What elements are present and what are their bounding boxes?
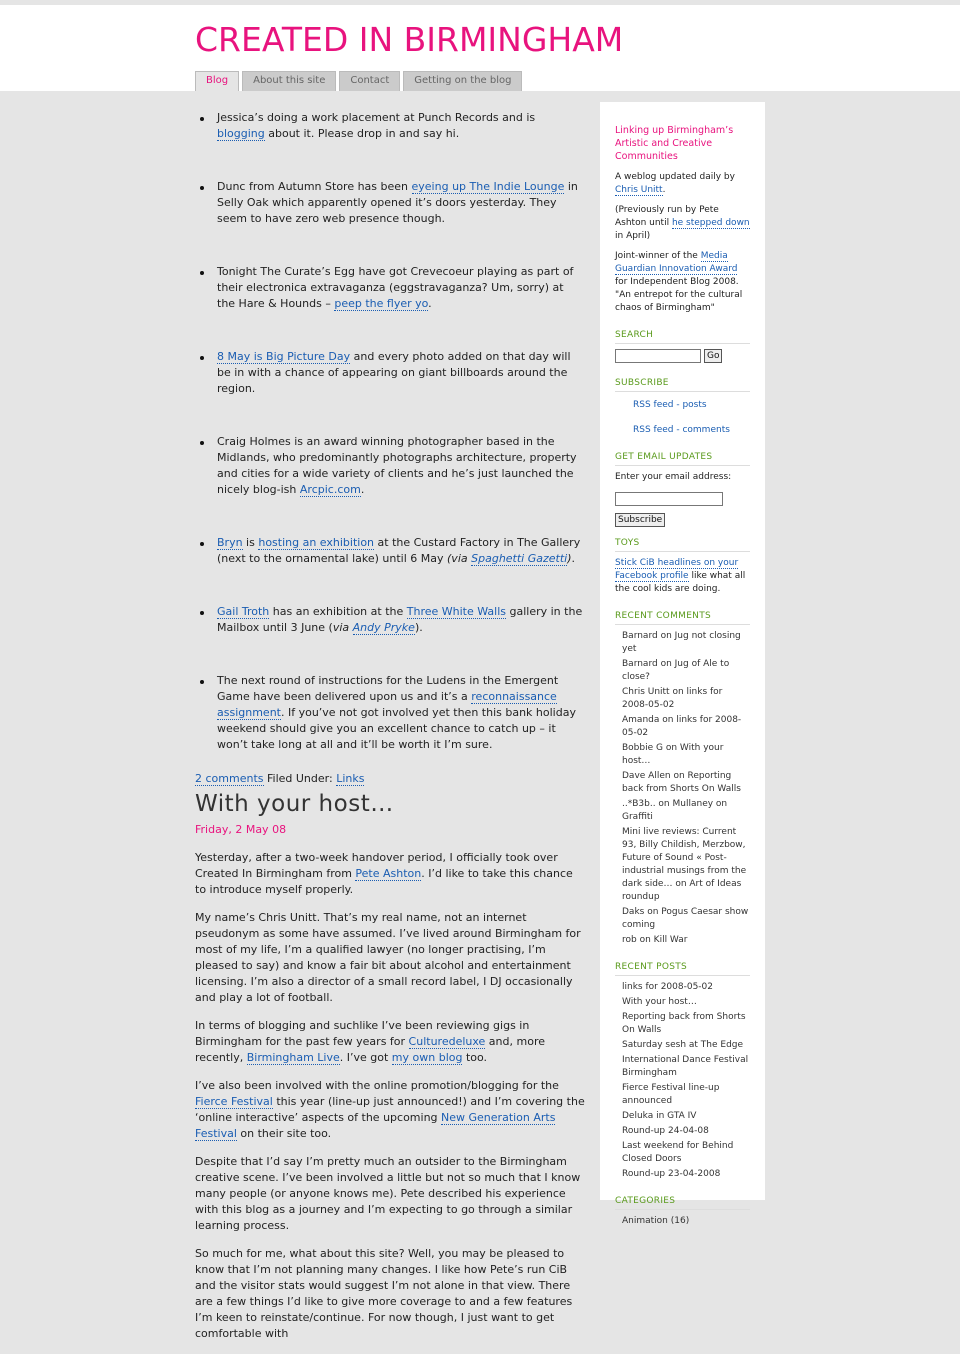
inline-link[interactable]: Three White Walls <box>406 605 506 618</box>
inline-link[interactable]: Gail Troth <box>217 605 270 618</box>
inline-text: . <box>662 185 666 195</box>
inline-link[interactable]: peep the flyer yo <box>334 297 429 310</box>
inline-text: A weblog updated daily by <box>615 172 735 182</box>
recent-post-link[interactable]: Last weekend for Behind Closed Doors <box>622 1141 734 1164</box>
link-item <box>195 250 585 312</box>
inline-text: on their site too. <box>236 1127 332 1140</box>
comment-on-word: on <box>655 799 673 809</box>
comment-post-link[interactable]: links for 2008-05-02 <box>622 687 723 710</box>
site-title[interactable]: CREATED IN BIRMINGHAM <box>195 20 624 59</box>
category-link[interactable]: Animation <box>622 1216 668 1226</box>
inline-link[interactable]: Pete Ashton <box>355 867 422 880</box>
recent-post-item <box>615 1140 750 1166</box>
inline-link[interactable]: Stick CiB headlines on your Facebook profile <box>615 558 739 581</box>
inline-link[interactable]: 8 May is Big Picture Day <box>217 350 351 363</box>
email-subscribe-button[interactable]: Subscribe <box>615 513 665 527</box>
inline-link[interactable]: New Generation Arts Festival <box>195 1111 556 1140</box>
recent-post-link[interactable]: International Dance Festival Birmingham <box>622 1055 749 1078</box>
inline-text: and, more recently, <box>195 1035 545 1064</box>
category-item <box>615 1215 750 1228</box>
inline-link[interactable]: Birmingham Live <box>246 1051 340 1064</box>
inline-link[interactable]: Bryn <box>217 536 243 549</box>
categories-list <box>615 1215 750 1228</box>
inline-text: in Selly Oak which apparently opened it’s doors yesterday. They seem to have zero web presence though. <box>217 180 578 225</box>
recent-post-link[interactable]: Round-up 23-04-2008 <box>622 1169 721 1179</box>
inline-text: Jessica’s doing a work placement at Punch Records and is <box>217 111 536 124</box>
recent-post-item <box>615 1125 750 1138</box>
tab-about[interactable]: About this site <box>242 71 336 91</box>
recent-comment-item <box>615 686 750 712</box>
rss-links <box>615 399 750 437</box>
recent-comment-item <box>615 826 750 904</box>
inline-text: ) <box>567 552 572 565</box>
categories-heading: CATEGORIES <box>615 1195 750 1210</box>
links-list <box>195 96 585 753</box>
recent-post-link[interactable]: Saturday sesh at The Edge <box>622 1040 744 1050</box>
inline-text: In terms of blogging and suchlike I’ve been reviewing gigs in Birmingham for the past few years for <box>195 1019 530 1048</box>
post-paragraph <box>195 1018 585 1066</box>
comment-on-word: on <box>659 715 677 725</box>
comment-post-link[interactable]: Jug of Ale to close? <box>622 659 730 682</box>
recent-post-item <box>615 1011 750 1037</box>
rss-posts-link[interactable]: RSS feed - posts <box>633 400 707 410</box>
link-item <box>195 521 585 567</box>
post-paragraph <box>195 1246 585 1342</box>
inline-link[interactable]: eyeing up The Indie Lounge <box>411 180 565 193</box>
toys-block <box>615 557 750 596</box>
post-body <box>195 850 585 1342</box>
inline-text: has an exhibition at the <box>269 605 407 618</box>
about-paragraph <box>615 171 750 197</box>
link-item <box>195 335 585 397</box>
inline-link[interactable]: Fierce Festival <box>195 1095 273 1108</box>
recent-comment-item <box>615 630 750 656</box>
recent-comment-item <box>615 770 750 796</box>
link-item <box>195 165 585 227</box>
sidebar <box>600 102 765 1226</box>
inline-text: via <box>332 621 353 634</box>
inline-text: . <box>571 552 576 565</box>
inline-text: . I’d like to take this chance to introduce myself properly. <box>195 867 573 896</box>
main-content <box>195 96 585 1354</box>
inline-text: . If you’ve not got involved yet then this bank holiday weekend should give you an excellent chance to catch up – it won’t take long at all and it’ll be worth it I’m sure. <box>217 706 576 751</box>
recent-post-item <box>615 1082 750 1108</box>
inline-text: too. <box>462 1051 488 1064</box>
site-header <box>0 5 960 91</box>
inline-link[interactable]: he stepped down <box>671 218 750 228</box>
link-item <box>195 659 585 753</box>
search-input[interactable] <box>615 349 701 363</box>
post-title[interactable]: With your host… <box>195 791 394 817</box>
comment-author: rob <box>622 935 637 945</box>
link-item <box>195 96 585 142</box>
comment-post-link[interactable]: Kill War <box>653 935 688 945</box>
inline-text: at the Custard Factory in The Gallery (next to the ornamental lake) until 6 May <box>217 536 581 565</box>
inline-text: Yesterday, after a two-week handover period, I officially took over Created In Birmingham from <box>195 851 558 880</box>
recent-post-link[interactable]: links for 2008-05-02 <box>622 982 714 992</box>
inline-text: in April) <box>615 231 651 241</box>
tab-blog[interactable]: Blog <box>195 71 239 91</box>
inline-text: . <box>360 483 365 496</box>
link-item <box>195 590 585 636</box>
inline-text: is <box>242 536 259 549</box>
comment-post-link[interactable]: Art of Ideas roundup <box>622 879 742 902</box>
inline-text: Craig Holmes is an award winning photographer based in the Midlands, who predominantly photographs architecture, property and cities for a wide variety of clients and he’s just launched the nicely blog-ish <box>217 435 577 496</box>
email-heading: GET EMAIL UPDATES <box>615 451 750 466</box>
about-block <box>615 171 750 315</box>
comment-author: Dave Allen <box>622 771 671 781</box>
comment-on-word: on <box>636 935 654 945</box>
recent-post-link[interactable]: Fierce Festival line-up announced <box>622 1083 720 1106</box>
recent-comment-item <box>615 714 750 740</box>
comment-author: ..*B3b.. <box>622 799 656 809</box>
comment-on-word: on <box>657 659 675 669</box>
inline-text: I’ve also been involved with the online promotion/blogging for the <box>195 1079 559 1092</box>
recent-comment-item <box>615 742 750 768</box>
recent-post-link[interactable]: With your host… <box>622 997 697 1007</box>
recent-post-item <box>615 1168 750 1181</box>
comment-on-word: on <box>657 631 675 641</box>
recent-post-item <box>615 996 750 1009</box>
inline-link[interactable]: Spaghetti Gazetti <box>471 552 568 565</box>
category-link[interactable]: Links <box>336 772 365 785</box>
recent-post-item <box>615 981 750 994</box>
inline-text: So much for me, what about this site? Well, you may be pleased to know that I’m not planning many changes. I like how Pete’s run CiB and the visitor stats would suggest I’m not alone in that view. There are a few things I’d like to give more coverage to and a few features I’m keen to reinstate/continue. For now though, I just want to get comfortable with <box>195 1247 573 1340</box>
inline-text: My name’s Chris Unitt. That’s my real name, not an internet pseudonym as some have assumed. I’ve lived around Birmingham for most of my life, I’m a qualified lawyer (no longer practising, I’m pleased to say) and know a fair bit about alcohol and entertainment licensing. I’m also a director of a small record label, I DJ occasionally and play a lot of football. <box>195 911 581 1004</box>
category-count: (16) <box>667 1216 690 1226</box>
search-go-button[interactable]: Go <box>704 349 722 363</box>
inline-text: . <box>428 297 432 310</box>
inline-text: Joint-winner of the <box>615 251 701 261</box>
email-label: Enter your email address: <box>615 472 732 482</box>
tab-contact[interactable]: Contact <box>339 71 400 91</box>
recent-comments-heading: RECENT COMMENTS <box>615 610 750 625</box>
comment-on-word: on <box>662 743 680 753</box>
inline-text: . I’ve got <box>339 1051 392 1064</box>
rss-comments-link[interactable]: RSS feed - comments <box>633 425 730 435</box>
about-paragraph <box>615 250 750 315</box>
post-paragraph <box>195 1078 585 1142</box>
recent-post-item <box>615 1110 750 1123</box>
inline-link[interactable]: Arcpic.com <box>299 483 361 496</box>
filed-under-label: Filed Under: <box>263 772 337 785</box>
inline-link[interactable]: Culturedeluxe <box>408 1035 486 1048</box>
toys-heading: TOYS <box>615 537 750 552</box>
comment-post-link[interactable]: Mullaney on Graffiti <box>622 799 728 822</box>
inline-text: gallery in the Mailbox until 3 June ( <box>217 605 583 634</box>
post-paragraph <box>195 850 585 898</box>
inline-text: for Independent Blog 2008. "An entrepot for the cultural chaos of Birmingham" <box>615 277 743 313</box>
comment-post-link[interactable]: Pogus Caesar show coming <box>622 907 749 930</box>
recent-post-item <box>615 1039 750 1052</box>
comment-post-link[interactable]: Reporting back from Shorts On Walls <box>622 771 741 794</box>
recent-comment-item <box>615 934 750 947</box>
about-paragraph <box>615 204 750 243</box>
inline-link[interactable]: Andy Pryke <box>352 621 415 634</box>
comment-post-link[interactable]: Jug not closing yet <box>622 631 741 654</box>
recent-post-item <box>615 1054 750 1080</box>
inline-text: Dunc from Autumn Store has been <box>217 180 412 193</box>
comment-author: Barnard <box>622 631 658 641</box>
recent-comments-list <box>615 630 750 947</box>
nav-tabs <box>195 71 525 91</box>
recent-posts-heading: RECENT POSTS <box>615 961 750 976</box>
recent-post-link[interactable]: Deluka in GTA IV <box>622 1111 697 1121</box>
comment-on-word: on <box>670 771 688 781</box>
inline-link[interactable]: Media Guardian Innovation Award <box>615 251 738 274</box>
inline-text: (via <box>447 552 472 565</box>
inline-text: this year (line-up just announced!) and I’m covering the ‘online interactive’ aspects of the upcoming <box>195 1095 585 1124</box>
inline-text: (Previously run by Pete Ashton until <box>615 205 719 228</box>
inline-link[interactable]: my own blog <box>391 1051 463 1064</box>
inline-text: like what all the cool kids are doing. <box>615 571 746 594</box>
inline-text: and every photo added on that day will be in with a chance of appearing on giant billboards around the region. <box>217 350 571 395</box>
comment-post-link[interactable]: With your host… <box>622 743 724 766</box>
search-heading: SEARCH <box>615 329 750 344</box>
comment-author: Bobbie G <box>622 743 663 753</box>
post-paragraph <box>195 910 585 1006</box>
comment-author: Chris Unitt <box>622 687 670 697</box>
search-form <box>615 349 750 363</box>
link-item <box>195 420 585 498</box>
comments-link[interactable]: 2 comments <box>195 772 264 785</box>
post-date: Friday, 2 May 08 <box>195 823 287 836</box>
tab-getting-on-blog[interactable]: Getting on the blog <box>403 71 522 91</box>
comment-on-word: on <box>672 879 690 889</box>
subscribe-heading: SUBSCRIBE <box>615 377 750 392</box>
inline-text: The next round of instructions for the Ludens in the Emergent Game have been delivered upon us and it’s a <box>217 674 559 703</box>
comment-author: Daks <box>622 907 645 917</box>
recent-comment-item <box>615 658 750 684</box>
recent-post-link[interactable]: Round-up 24-04-08 <box>622 1126 709 1136</box>
recent-post-link[interactable]: Reporting back from Shorts On Walls <box>622 1012 746 1035</box>
inline-link[interactable]: blogging <box>217 127 265 140</box>
post-meta <box>195 772 585 785</box>
inline-text: Tonight The Curate’s Egg have got Crevecoeur playing as part of their electronica extravaganza (eggstravaganza? Um, sorry) at the Hare & Hounds – <box>217 265 574 310</box>
post-paragraph <box>195 1154 585 1234</box>
tagline: Linking up Birmingham’s Artistic and Creative Communities <box>615 125 734 162</box>
comment-author: Mini live reviews: Current 93, Billy Childish, Merzbow, Future of Sound « Post-industrial musings from the dark side… <box>622 827 747 889</box>
comment-post-link[interactable]: links for 2008-05-02 <box>622 715 742 738</box>
recent-comment-item <box>615 798 750 824</box>
email-input[interactable] <box>615 492 723 506</box>
inline-text: Despite that I’d say I’m pretty much an outsider to the Birmingham creative scene. I’ve been involved a little but not so much that I know many people (or anyone knows me). Pete described his experience with this blog as a journey and I’m expecting to go through a similar learning process. <box>195 1155 581 1232</box>
inline-link[interactable]: Chris Unitt <box>615 185 663 195</box>
inline-link[interactable]: hosting an exhibition <box>258 536 375 549</box>
comment-author: Amanda <box>622 715 660 725</box>
comment-on-word: on <box>669 687 687 697</box>
inline-text: ). <box>414 621 423 634</box>
inline-text: about it. Please drop in and say hi. <box>264 127 460 140</box>
inline-link[interactable]: reconnaissance assignment <box>217 690 557 719</box>
comment-author: Barnard <box>622 659 658 669</box>
comment-on-word: on <box>644 907 662 917</box>
recent-comment-item <box>615 906 750 932</box>
recent-posts-list <box>615 981 750 1181</box>
